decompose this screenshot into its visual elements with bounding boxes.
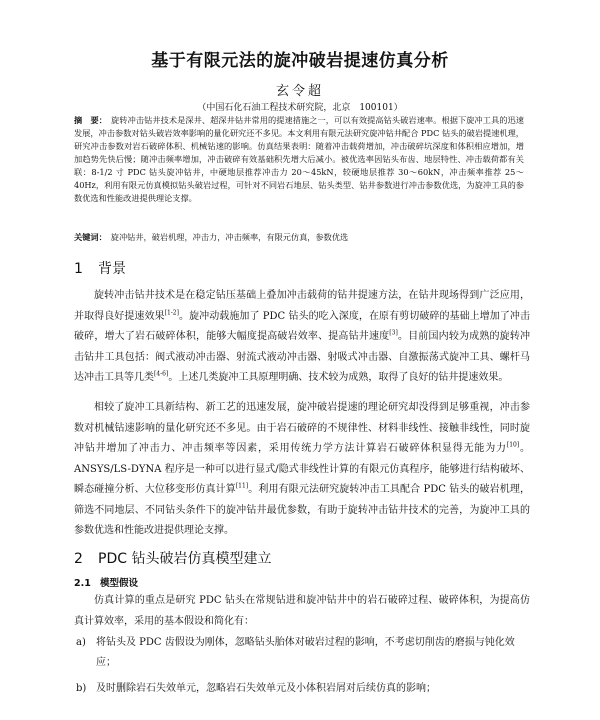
citation: [11] — [235, 482, 249, 490]
section-number: 2 — [74, 551, 83, 567]
list-item-text: 将钻头及 PDC 齿假设为刚体，忽略钻头胎体对破岩过程的影响，不考虑切削齿的磨损与钝化效应； — [96, 637, 515, 668]
paragraph-text: 。利用有限元法研究旋转冲击工具配合 PDC 钻头的破岩机理，筛选不同地层、不同钻头条件下的旋冲钻井最优参数，有助于旋转冲击钻井技术的完善，为旋冲工具的参数优选和性能改进提供理论支撑。 — [74, 484, 530, 536]
section-title: PDC 钻头破岩仿真模型建立 — [98, 551, 272, 567]
section-heading — [74, 548, 271, 568]
body-paragraph: 仿真计算的重点是研究 PDC 钻头在常规钻进和旋冲钻井中的岩石破碎过程、破碎体积，为提高仿真计算效率，采用的基本假设和简化有： — [74, 595, 530, 627]
abstract-label: 摘 要： — [74, 115, 108, 125]
paragraph-text: 旋转冲击钻井技术是在稳定钻压基础上叠加冲击载荷的钻井提速方法，在钻井现场得到广泛应用，并取得良好提速效果 — [74, 290, 530, 322]
abstract — [74, 114, 524, 205]
paragraph-text: 。ANSYS/LS-DYNA 程序是一种可以进行显式/隐式非线性计算的有限元仿真程序，能够进行结构破坏、瞬态碰撞分析、大位移变形仿真计算 — [74, 443, 531, 495]
paper-title: 基于有限元法的旋冲破岩提速仿真分析 — [151, 51, 449, 71]
subsection-number: 2.1 — [74, 578, 91, 589]
list-item — [76, 679, 530, 699]
author-name: 玄令超 — [275, 84, 324, 99]
body-paragraph — [74, 398, 530, 542]
author-affiliation: （中国石化石油工程技术研究院，北京 100101） — [197, 103, 403, 113]
subsection-heading — [74, 575, 138, 589]
paragraph-text: 。目前国内较为成熟的旋转冲击钻井工具包括：阀式液动冲击器、射流式液动冲击器、射吸式冲击器、自激振荡式旋冲工具、螺杆马达冲击工具等几类 — [74, 331, 531, 383]
list-item — [76, 633, 530, 673]
subsection-title: 模型假设 — [100, 578, 139, 589]
list-marker: a) — [76, 637, 86, 648]
paragraph-text: 。旋冲动载施加了 PDC 钻头的吃入深度，在原有剪切破碎的基础上增加了冲击破碎，增大了岩石破碎体积，能够大幅度提高破岩效率、提高钻井速度 — [74, 310, 530, 342]
paragraph-text: 相较了旋冲工具新结构、新工艺的迅速发展，旋冲破岩提速的理论研究却没得到足够重视，冲击参数对机械钻速影响的量化研究还不多见。由于岩石破碎的不规律性、材料非线性、接触非线性，同时旋冲钻井增加了冲击力、冲击频率等因素，采用传统力学方法计算岩石破碎体积显得无能为力 — [74, 402, 530, 454]
paragraph-text: 。上述几类旋冲工具原理明确、技术较为成熟，取得了良好的钻井提速效果。 — [168, 372, 509, 383]
citation: [3] — [389, 329, 398, 337]
keywords-text: 旋冲钻井，破岩机理，冲击力，冲击频率，有限元仿真，参数优选 — [110, 232, 349, 242]
list-marker: b) — [76, 683, 87, 694]
abstract-text: 旋转冲击钻井技术是深井、超深井钻井常用的提速措施之一，可以有效提高钻头破岩速率。根据下旋冲工具的迅速发展，冲击参数对钻头破岩效率影响的量化研究还不多见。本文利用有限元法研究旋冲钻井配合 PDC 钻头的破岩提速机理，研究冲击参数对岩石破碎体积、机械钻速的影响。仿真结果表明：随着冲击载荷增加，冲击破碎坑深度和体积相应增加，增加趋势先快后慢；随冲击频率增加，冲击破碎有效基础积先增大后减小。被优选率因钻头布齿、地层特性、冲击载荷都有关联：8-1/2 寸 PDC 钻头旋冲钻井，中硬地层推荐冲击力 20～45kN，较硬地层推荐 30～60kN，冲击频率推荐 25～40Hz，利用有限元仿真模拟钻头破岩过程，可针对不同岩石地层、钻头类型、钻井参数进行冲击参数优选，为旋冲工具的参数优选和性能改进提供理论支撑。 — [74, 115, 524, 203]
citation: [4-6] — [154, 370, 169, 378]
keywords-label: 关键词： — [74, 232, 107, 242]
keywords — [74, 231, 524, 244]
section-title: 背景 — [98, 261, 126, 277]
body-paragraph — [74, 286, 530, 389]
section-heading — [74, 258, 126, 278]
list-item-text: 及时删除岩石失效单元，忽略岩石失效单元及小体积岩屑对后续仿真的影响； — [96, 683, 436, 694]
section-number: 1 — [74, 261, 83, 277]
citation: [1-2] — [164, 309, 179, 317]
citation: [10] — [506, 441, 520, 449]
